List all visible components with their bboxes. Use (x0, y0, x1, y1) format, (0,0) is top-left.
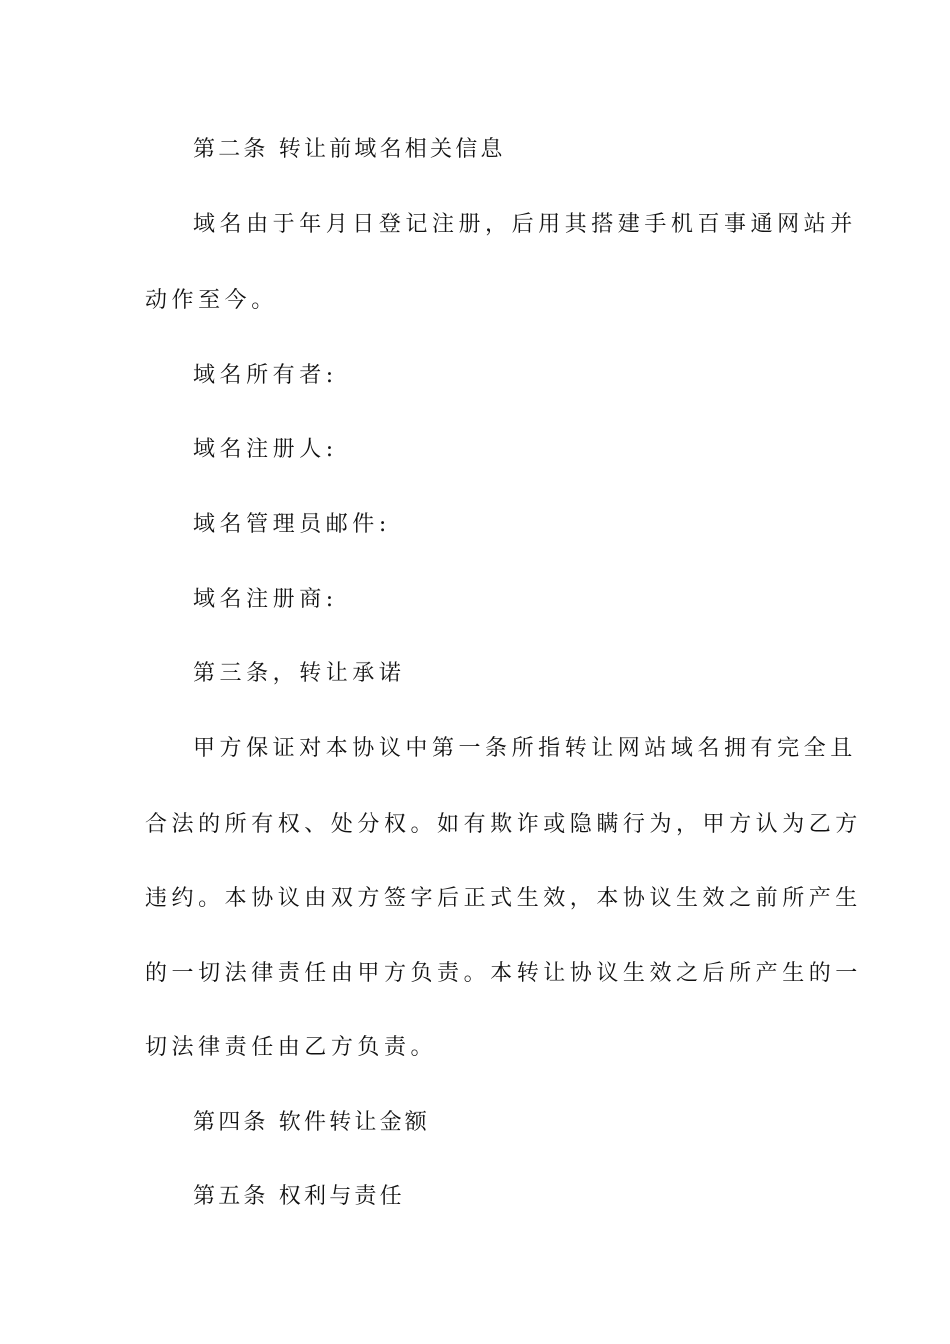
article-2-heading: 第二条 转让前域名相关信息 (193, 137, 506, 162)
article-5-heading: 第五条 权利与责任 (193, 1184, 405, 1209)
article-3-paragraph-line-3: 违约。本协议由双方签字后正式生效，本协议生效之前所产生 (145, 886, 862, 911)
article-3-paragraph-line-5: 切法律责任由乙方负责。 (145, 1035, 438, 1060)
domain-registrant-label: 域名注册人: (193, 437, 338, 462)
article-2-paragraph-line-2: 动作至今。 (145, 288, 278, 313)
domain-registrar-label: 域名注册商: (193, 587, 338, 612)
article-2-paragraph-line-1: 域名由于年月日登记注册，后用其搭建手机百事通网站并 (193, 212, 857, 237)
article-3-paragraph-line-4: 的一切法律责任由甲方负责。本转让协议生效之后所产生的一 (145, 961, 862, 986)
domain-owner-label: 域名所有者: (193, 363, 338, 388)
article-3-paragraph-line-2: 合法的所有权、处分权。如有欺诈或隐瞒行为，甲方认为乙方 (145, 812, 862, 837)
article-4-heading: 第四条 软件转让金额 (193, 1110, 430, 1135)
article-3-heading: 第三条，转让承诺 (193, 661, 406, 686)
article-3-paragraph-line-1: 甲方保证对本协议中第一条所指转让网站域名拥有完全且 (193, 736, 857, 761)
domain-admin-email-label: 域名管理员邮件: (193, 512, 391, 537)
